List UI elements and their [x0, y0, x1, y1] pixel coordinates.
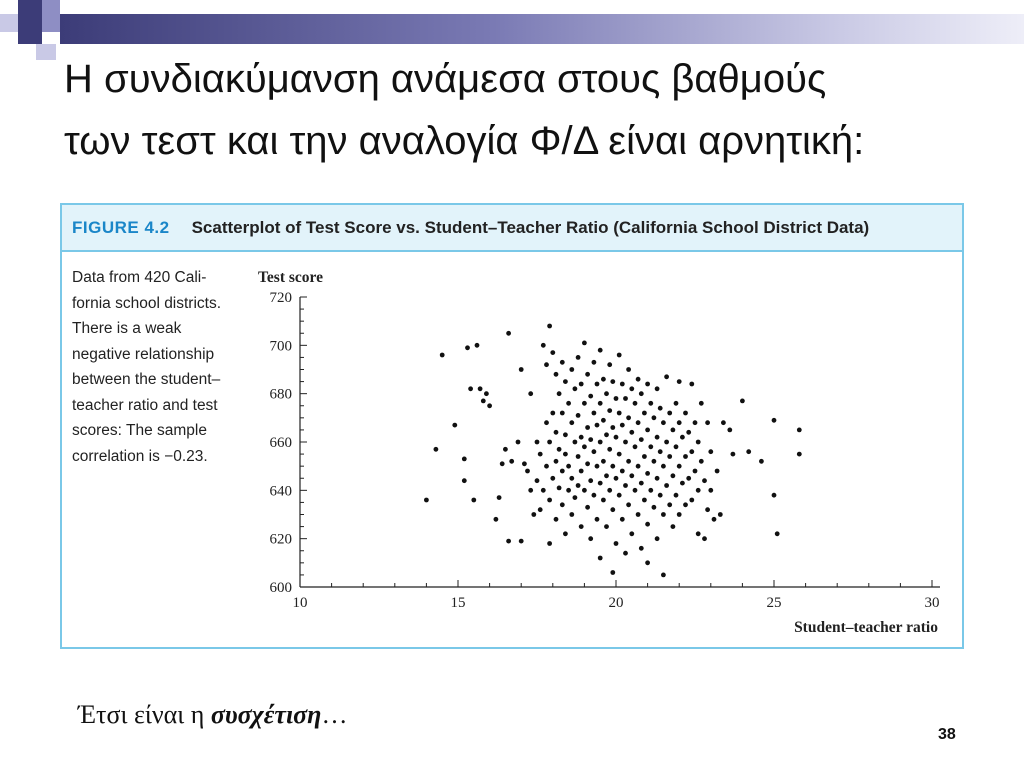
data-point — [727, 428, 732, 433]
data-point — [582, 341, 587, 346]
data-point — [550, 476, 555, 481]
data-point — [772, 493, 777, 498]
data-point — [655, 386, 660, 391]
data-point — [667, 502, 672, 507]
x-tick-label: 15 — [450, 595, 466, 611]
data-point — [648, 444, 653, 449]
data-point — [629, 531, 634, 536]
data-point — [424, 498, 429, 503]
data-point — [598, 348, 603, 353]
data-point — [468, 386, 473, 391]
data-point — [677, 464, 682, 469]
data-point — [614, 435, 619, 440]
data-point — [645, 522, 650, 527]
data-point — [699, 459, 704, 464]
data-point — [617, 493, 622, 498]
data-point — [576, 355, 581, 360]
data-point — [595, 382, 600, 387]
data-point — [680, 435, 685, 440]
x-tick-label: 25 — [766, 595, 782, 611]
data-point — [645, 428, 650, 433]
data-point — [598, 401, 603, 406]
data-point — [661, 464, 666, 469]
data-point — [579, 524, 584, 529]
data-point — [478, 386, 483, 391]
data-point — [579, 469, 584, 474]
data-point — [557, 391, 562, 396]
decor-square-6 — [36, 44, 56, 60]
data-point — [633, 444, 638, 449]
data-point — [547, 324, 552, 329]
data-point — [563, 432, 568, 437]
data-point — [642, 454, 647, 459]
data-point — [579, 435, 584, 440]
data-point — [579, 382, 584, 387]
data-point — [541, 343, 546, 348]
data-point — [573, 495, 578, 500]
data-point — [652, 505, 657, 510]
data-point — [677, 420, 682, 425]
data-point — [629, 430, 634, 435]
decor-square-3 — [0, 14, 18, 32]
data-point — [623, 551, 628, 556]
slide-title-line-1: Η συνδιακύμανση ανάμεσα στους βαθμούς — [64, 57, 827, 101]
data-point — [680, 481, 685, 486]
data-point — [601, 459, 606, 464]
data-point — [636, 377, 641, 382]
data-point — [535, 440, 540, 445]
data-point — [639, 437, 644, 442]
data-point — [592, 493, 597, 498]
y-tick-label: 660 — [269, 435, 292, 451]
data-point — [797, 428, 802, 433]
data-point — [655, 435, 660, 440]
caption-line: teacher ratio and test — [72, 396, 218, 414]
data-point — [516, 440, 521, 445]
data-point — [661, 573, 666, 578]
data-point — [535, 478, 540, 483]
data-point — [740, 399, 745, 404]
data-point — [658, 406, 663, 411]
data-point — [588, 437, 593, 442]
data-point — [617, 452, 622, 457]
data-point — [569, 420, 574, 425]
data-point — [689, 498, 694, 503]
data-point — [645, 560, 650, 565]
caption-line: negative relationship — [72, 345, 215, 363]
data-point — [702, 478, 707, 483]
data-point — [569, 367, 574, 372]
data-point — [626, 459, 631, 464]
data-point — [617, 353, 622, 358]
data-point — [696, 488, 701, 493]
data-point — [592, 360, 597, 365]
data-point — [503, 447, 508, 452]
data-point — [595, 423, 600, 428]
data-point — [563, 531, 568, 536]
data-point — [699, 401, 704, 406]
figure-panel — [60, 203, 964, 649]
data-point — [639, 391, 644, 396]
data-point — [598, 481, 603, 486]
data-point — [607, 447, 612, 452]
data-point — [674, 493, 679, 498]
data-point — [604, 432, 609, 437]
data-point — [715, 469, 720, 474]
data-point — [633, 488, 638, 493]
data-point — [506, 331, 511, 336]
data-point — [629, 386, 634, 391]
footer-text — [78, 700, 347, 730]
data-point — [683, 502, 688, 507]
data-point — [588, 394, 593, 399]
data-point — [588, 536, 593, 541]
data-point — [614, 396, 619, 401]
data-point — [557, 447, 562, 452]
data-point — [772, 418, 777, 423]
data-point — [538, 507, 543, 512]
data-point — [683, 454, 688, 459]
data-point — [569, 476, 574, 481]
data-point — [582, 401, 587, 406]
data-point — [544, 420, 549, 425]
data-point — [689, 449, 694, 454]
slide-title — [64, 48, 994, 172]
data-point — [500, 461, 505, 466]
data-point — [655, 476, 660, 481]
data-point — [560, 360, 565, 365]
data-point — [610, 507, 615, 512]
data-point — [702, 536, 707, 541]
data-point — [607, 408, 612, 413]
page-number: 38 — [938, 726, 956, 743]
data-point — [554, 459, 559, 464]
data-point — [462, 478, 467, 483]
data-point — [560, 502, 565, 507]
data-point — [560, 411, 565, 416]
x-axis-label: Student–teacher ratio — [794, 619, 938, 636]
data-point — [452, 423, 457, 428]
data-point — [481, 399, 486, 404]
data-point — [636, 464, 641, 469]
slide-title-line-2: των τεστ και την αναλογία Φ/Δ είναι αρνητική: — [64, 119, 865, 163]
data-point — [620, 382, 625, 387]
data-point — [598, 556, 603, 561]
data-point — [658, 493, 663, 498]
data-point — [671, 428, 676, 433]
footer-emphasis: συσχέτιση — [210, 700, 322, 729]
data-point — [642, 498, 647, 503]
data-point — [689, 382, 694, 387]
data-point — [667, 454, 672, 459]
data-point — [718, 512, 723, 517]
data-point — [506, 539, 511, 544]
data-point — [497, 495, 502, 500]
data-point — [547, 498, 552, 503]
data-point — [528, 488, 533, 493]
data-point — [664, 374, 669, 379]
data-point — [614, 541, 619, 546]
data-point — [487, 403, 492, 408]
data-point — [547, 541, 552, 546]
data-point — [664, 440, 669, 445]
data-point — [509, 459, 514, 464]
data-point — [528, 391, 533, 396]
data-point — [601, 418, 606, 423]
data-point — [645, 471, 650, 476]
data-point — [645, 382, 650, 387]
data-point — [494, 517, 499, 522]
data-point — [471, 498, 476, 503]
data-point — [620, 517, 625, 522]
y-tick-label: 620 — [269, 531, 292, 548]
data-point — [554, 517, 559, 522]
data-point — [693, 420, 698, 425]
data-point — [797, 452, 802, 457]
data-point — [636, 512, 641, 517]
data-point — [623, 440, 628, 445]
data-point — [639, 481, 644, 486]
y-tick-label: 600 — [269, 580, 292, 596]
data-point — [566, 488, 571, 493]
data-point — [686, 476, 691, 481]
data-point — [588, 478, 593, 483]
data-point — [550, 411, 555, 416]
figure-title: Scatterplot of Test Score vs. Student–Teacher Ratio (California School District Data) — [191, 217, 870, 237]
data-point — [607, 362, 612, 367]
caption-line: scores: The sample — [72, 422, 207, 439]
data-point — [696, 531, 701, 536]
data-point — [655, 536, 660, 541]
figure-label: FIGURE 4.2 — [72, 217, 170, 237]
data-point — [664, 483, 669, 488]
data-point — [525, 469, 530, 474]
data-point — [475, 343, 480, 348]
y-tick-label: 640 — [269, 483, 292, 500]
data-point — [531, 512, 536, 517]
data-point — [554, 430, 559, 435]
data-point — [623, 396, 628, 401]
data-point — [674, 444, 679, 449]
data-point — [652, 415, 657, 420]
data-point — [434, 447, 439, 452]
data-point — [550, 350, 555, 355]
data-point — [554, 372, 559, 377]
data-point — [633, 401, 638, 406]
data-point — [642, 411, 647, 416]
data-point — [547, 440, 552, 445]
data-point — [661, 512, 666, 517]
header-decor-bar — [60, 14, 1024, 44]
data-point — [705, 507, 710, 512]
data-point — [607, 488, 612, 493]
data-point — [519, 539, 524, 544]
data-point — [708, 449, 713, 454]
data-point — [557, 486, 562, 491]
data-point — [462, 457, 467, 462]
x-tick-label: 30 — [924, 595, 940, 611]
data-point — [544, 464, 549, 469]
data-point — [560, 469, 565, 474]
caption-line: There is a weak — [72, 320, 182, 337]
data-point — [648, 488, 653, 493]
data-point — [569, 512, 574, 517]
data-point — [601, 377, 606, 382]
caption-line: between the student– — [72, 371, 221, 388]
data-point — [626, 502, 631, 507]
caption-line: fornia school districts. — [72, 294, 222, 312]
data-point — [595, 517, 600, 522]
data-point — [522, 461, 527, 466]
data-point — [604, 473, 609, 478]
data-point — [544, 362, 549, 367]
x-tick-label: 10 — [292, 595, 308, 611]
data-point — [626, 367, 631, 372]
data-point — [620, 423, 625, 428]
data-point — [712, 517, 717, 522]
x-tick-label: 20 — [608, 595, 624, 611]
data-point — [585, 372, 590, 377]
data-point — [582, 488, 587, 493]
data-point — [592, 449, 597, 454]
data-point — [582, 444, 587, 449]
data-point — [661, 420, 666, 425]
data-point — [671, 473, 676, 478]
decor-square-1 — [18, 0, 42, 14]
data-point — [604, 524, 609, 529]
data-point — [592, 411, 597, 416]
data-point — [667, 411, 672, 416]
data-point — [648, 401, 653, 406]
data-point — [610, 464, 615, 469]
y-axis-label: Test score — [258, 269, 324, 286]
data-point — [620, 469, 625, 474]
data-point — [759, 459, 764, 464]
data-point — [652, 459, 657, 464]
data-point — [563, 379, 568, 384]
data-point — [617, 411, 622, 416]
caption-line: correlation is −0.23. — [72, 447, 208, 465]
data-point — [677, 379, 682, 384]
data-point — [585, 425, 590, 430]
data-point — [721, 420, 726, 425]
data-point — [696, 440, 701, 445]
data-point — [636, 420, 641, 425]
data-point — [519, 367, 524, 372]
data-point — [658, 449, 663, 454]
data-point — [595, 464, 600, 469]
data-point — [775, 531, 780, 536]
data-point — [610, 379, 615, 384]
footer-prefix: Έτσι είναι η — [78, 700, 211, 729]
data-point — [746, 449, 751, 454]
footer-suffix: … — [321, 700, 348, 729]
data-point — [614, 476, 619, 481]
data-point — [566, 464, 571, 469]
data-point — [629, 473, 634, 478]
data-point — [566, 401, 571, 406]
data-point — [585, 505, 590, 510]
data-point — [604, 391, 609, 396]
y-tick-label: 700 — [269, 338, 292, 355]
data-point — [705, 420, 710, 425]
data-point — [731, 452, 736, 457]
data-point — [541, 488, 546, 493]
data-point — [598, 440, 603, 445]
data-point — [610, 425, 615, 430]
data-point — [576, 413, 581, 418]
data-point — [626, 415, 631, 420]
data-point — [440, 353, 445, 358]
data-point — [693, 469, 698, 474]
y-tick-label: 720 — [269, 290, 292, 306]
data-point — [585, 461, 590, 466]
decor-square-4 — [18, 14, 42, 44]
decor-square-2 — [42, 0, 60, 14]
data-point — [671, 524, 676, 529]
data-point — [465, 345, 470, 350]
data-point — [563, 452, 568, 457]
scatterplot — [62, 205, 962, 647]
data-point — [610, 570, 615, 575]
data-point — [573, 386, 578, 391]
y-tick-label: 680 — [269, 386, 292, 403]
decor-square-5 — [42, 14, 60, 32]
data-point — [484, 391, 489, 396]
data-point — [708, 488, 713, 493]
data-point — [576, 483, 581, 488]
data-point — [677, 512, 682, 517]
caption-line: Data from 420 Cali- — [72, 269, 207, 286]
data-point — [538, 452, 543, 457]
data-point — [639, 546, 644, 551]
data-point — [573, 440, 578, 445]
data-point — [576, 454, 581, 459]
data-point — [623, 483, 628, 488]
data-point — [686, 430, 691, 435]
data-point — [683, 411, 688, 416]
data-point — [601, 498, 606, 503]
data-point — [674, 401, 679, 406]
